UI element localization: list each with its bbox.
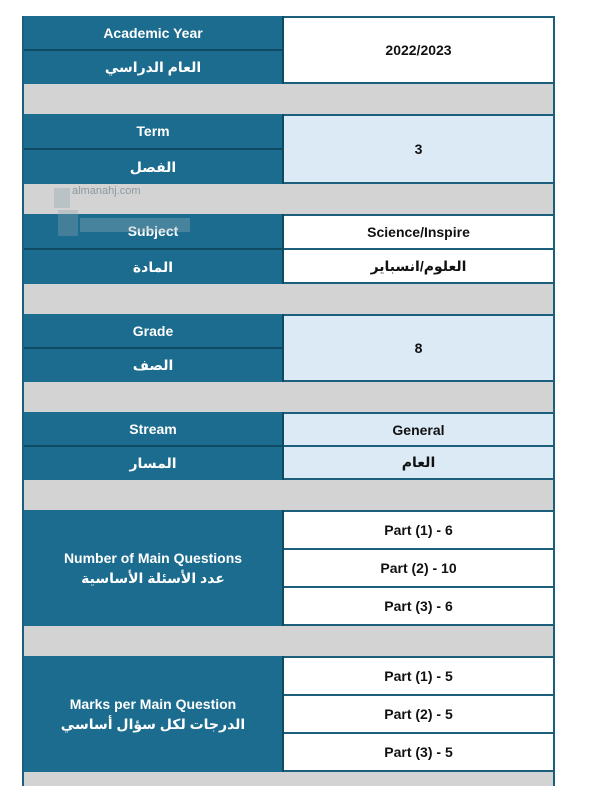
main-questions-label-en: Number of Main Questions	[63, 550, 243, 566]
separator	[22, 626, 555, 656]
term-label-ar: الفصل	[24, 150, 284, 184]
academic-year-row	[22, 16, 555, 84]
stream-label-en: Stream	[24, 412, 284, 447]
term-value: 3	[284, 116, 553, 182]
marks-part-2: Part (2) - 5	[284, 696, 553, 733]
main-questions-row	[22, 510, 555, 626]
separator	[22, 772, 555, 786]
separator	[22, 480, 555, 510]
marks-part-1: Part (1) - 5	[284, 658, 553, 696]
subject-label-en: Subject	[24, 214, 284, 250]
academic-year-label-ar: العام الدراسي	[24, 51, 284, 84]
stream-label-ar: المسار	[24, 447, 284, 480]
grade-row	[22, 314, 555, 382]
academic-year-value: 2022/2023	[284, 18, 553, 82]
grade-label-en: Grade	[24, 314, 284, 349]
main-questions-part-1: Part (1) - 6	[284, 512, 553, 550]
subject-value-ar: العلوم/انسباير	[284, 250, 553, 282]
subject-value-en: Science/Inspire	[284, 216, 553, 250]
separator	[22, 84, 555, 114]
subject-label-ar: المادة	[24, 250, 284, 284]
term-label-en: Term	[24, 114, 284, 150]
academic-year-label-en: Academic Year	[24, 16, 284, 51]
marks-part-3: Part (3) - 5	[284, 734, 553, 770]
stream-row	[22, 412, 555, 480]
watermark-text: almanahj.com	[72, 185, 141, 197]
main-questions-part-3: Part (3) - 6	[284, 588, 553, 624]
marks-label-ar: الدرجات لكل سؤال أساسي	[60, 716, 246, 732]
marks-row	[22, 656, 555, 772]
main-questions-part-2: Part (2) - 10	[284, 550, 553, 587]
stream-value-en: General	[284, 414, 553, 447]
marks-label-en: Marks per Main Question	[69, 696, 237, 712]
exam-info-table	[22, 16, 555, 786]
term-row	[22, 114, 555, 184]
grade-value: 8	[284, 316, 553, 380]
main-questions-label-ar: عدد الأسئلة الأساسية	[81, 570, 225, 586]
separator	[22, 284, 555, 314]
stream-value-ar: العام	[284, 447, 553, 478]
subject-row	[22, 214, 555, 284]
grade-label-ar: الصف	[24, 349, 284, 382]
separator	[22, 382, 555, 412]
